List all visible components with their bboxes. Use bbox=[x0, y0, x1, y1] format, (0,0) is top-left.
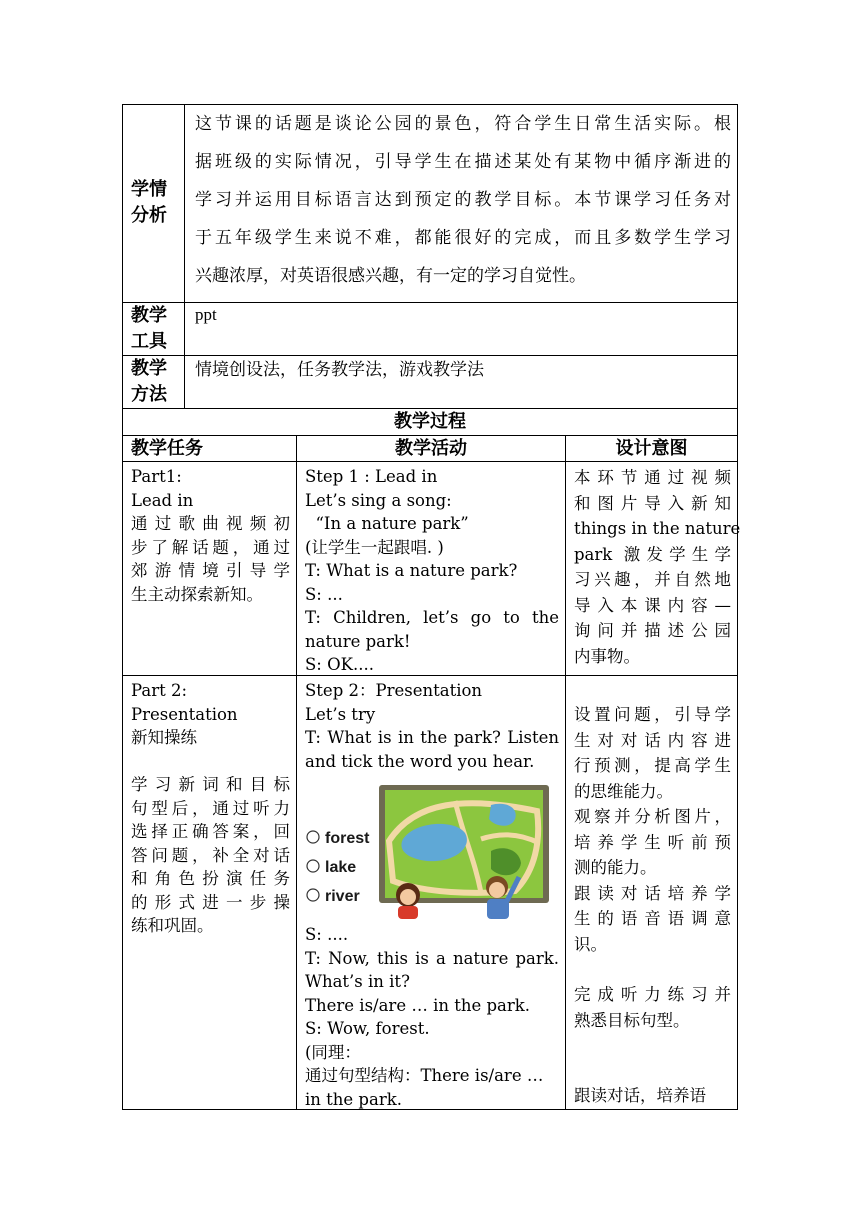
word-lake: lake bbox=[325, 859, 357, 876]
nature-park-illustration bbox=[305, 781, 551, 919]
lesson-plan-table bbox=[122, 104, 741, 1110]
tools-value: ppt bbox=[195, 305, 217, 324]
part2-intent: 设置问题，引导学 生对对话内容进 行预测，提高学生 的思维能力。 观察并分析图片， 培养学生听前预 测的能力。 跟读对话培养学 生的语音语调意 识。 完成听力练习并 熟悉目标句型。 跟读对话，培养语 bbox=[574, 705, 731, 1105]
radio-icon bbox=[307, 860, 319, 872]
analysis-line: 学习并运用目标语言达到预定的教学目标。本节课学习任务对 bbox=[195, 190, 731, 210]
part2-activity: Step 2：Presentation Let’s try T: What is in the park? Listen and tick the word you hear. forest lake river S: .... T: Now, this is a nature park. What’s in it? There is/are … in the park. S: Wow, forest. (同理： 通过句型结构：There is/are … in the park. bbox=[297, 676, 566, 1109]
analysis-label: 学情 分析 bbox=[123, 105, 185, 302]
radio-icon bbox=[307, 831, 319, 843]
part1-row bbox=[122, 461, 741, 675]
analysis-line: 据班级的实际情况，引导学生在描述某处有某物中循序渐进的 bbox=[195, 152, 731, 172]
part1-activity: Step 1 : Lead in Let’s sing a song: “In a nature park” (让学生一起跟唱. ) T: What is a nature park? S: ... T: Children, let’s go to the nature park! S: OK.... bbox=[297, 462, 566, 675]
column-header-intent: 设计意图 bbox=[615, 438, 688, 459]
part1-intent: 本环节通过视频 和图片导入新知 things in the nature park 激发学生学 习兴趣，并自然地 导入本课内容— 询问并描述公园 内事物。 bbox=[574, 468, 741, 666]
word-forest: forest bbox=[325, 830, 370, 847]
analysis-row bbox=[122, 104, 738, 302]
column-header-task: 教学任务 bbox=[123, 436, 297, 461]
part2-task: Part 2: Presentation 新知操练 学习新词和目标 句型后，通过听力 选择正确答案，回 答问题，补全对话 和角色扮演任务 的形式进一步操 练和巩固。 bbox=[123, 676, 297, 1109]
word-river: river bbox=[325, 888, 360, 905]
tools-label: 教学 工具 bbox=[123, 303, 185, 355]
analysis-line: 兴趣浓厚，对英语很感兴趣，有一定的学习自觉性。 bbox=[195, 266, 586, 286]
radio-icon bbox=[307, 889, 319, 901]
methods-value: 情境创设法，任务教学法，游戏教学法 bbox=[195, 360, 484, 380]
analysis-text bbox=[195, 105, 731, 295]
methods-row bbox=[122, 355, 738, 408]
methods-label: 教学 方法 bbox=[123, 356, 185, 408]
process-header-row bbox=[122, 435, 738, 461]
tools-row bbox=[122, 302, 738, 355]
analysis-line: 这节课的话题是谈论公园的景色，符合学生日常生活实际。根 bbox=[195, 114, 731, 134]
part1-task: Part1: Lead in 通过歌曲视频初 步了解话题，通过 郊游情境引导学 生主动探索新知。 bbox=[123, 462, 297, 675]
part2-row bbox=[122, 675, 738, 1110]
girl-figure bbox=[396, 883, 420, 919]
nature-park-image bbox=[305, 781, 551, 919]
process-title: 教学过程 bbox=[122, 408, 738, 435]
analysis-line: 于五年级学生来说不难，都能很好的完成，而且多数学生学习 bbox=[195, 228, 731, 248]
column-header-activity: 教学活动 bbox=[297, 436, 566, 461]
